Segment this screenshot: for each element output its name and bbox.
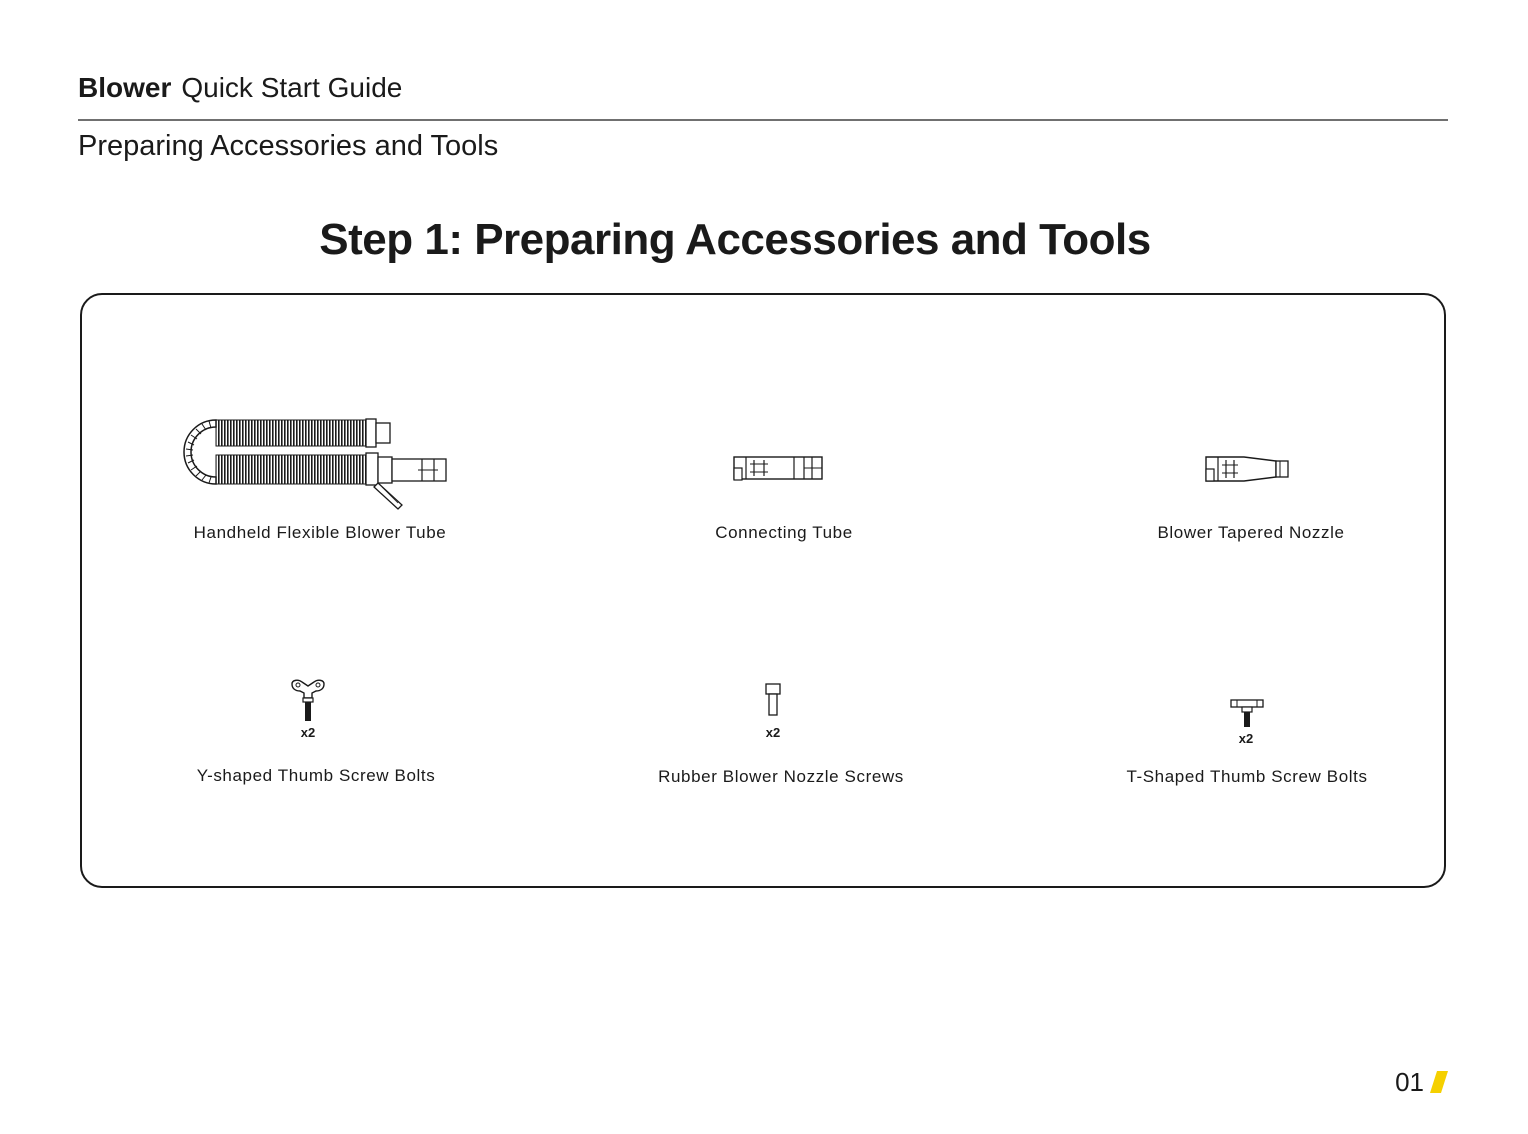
connecting-tube-icon [732, 454, 824, 484]
item-label-t-thumb-screw: T-Shaped Thumb Screw Bolts [1126, 767, 1368, 786]
item-label-y-thumb-screw: Y-shaped Thumb Screw Bolts [196, 766, 436, 785]
step-title: Step 1: Preparing Accessories and Tools [319, 215, 1151, 264]
page-number: 01 [1395, 1067, 1424, 1097]
y-thumb-screw-icon [288, 678, 328, 724]
item-label-flexible-tube: Handheld Flexible Blower Tube [193, 523, 447, 542]
accessories-panel [80, 293, 1446, 888]
header-divider [78, 119, 1448, 121]
brand-name: Blower [78, 72, 172, 103]
t-thumb-screw-icon [1229, 697, 1265, 729]
item-label-rubber-screw: Rubber Blower Nozzle Screws [658, 767, 904, 786]
qty-rubber-screw: x2 [765, 725, 781, 740]
qty-t-thumb-screw: x2 [1238, 731, 1254, 746]
document-header [78, 70, 402, 106]
guide-title: Quick Start Guide [181, 72, 403, 103]
item-label-tapered-nozzle: Blower Tapered Nozzle [1157, 523, 1345, 542]
item-label-connecting-tube: Connecting Tube [715, 523, 853, 542]
rubber-screw-icon [764, 682, 782, 718]
qty-y-thumb-screw: x2 [300, 725, 316, 740]
tapered-nozzle-icon [1204, 454, 1290, 484]
page-accent-mark [1430, 1071, 1448, 1093]
flexible-tube-icon [182, 415, 454, 515]
section-title: Preparing Accessories and Tools [78, 130, 499, 162]
